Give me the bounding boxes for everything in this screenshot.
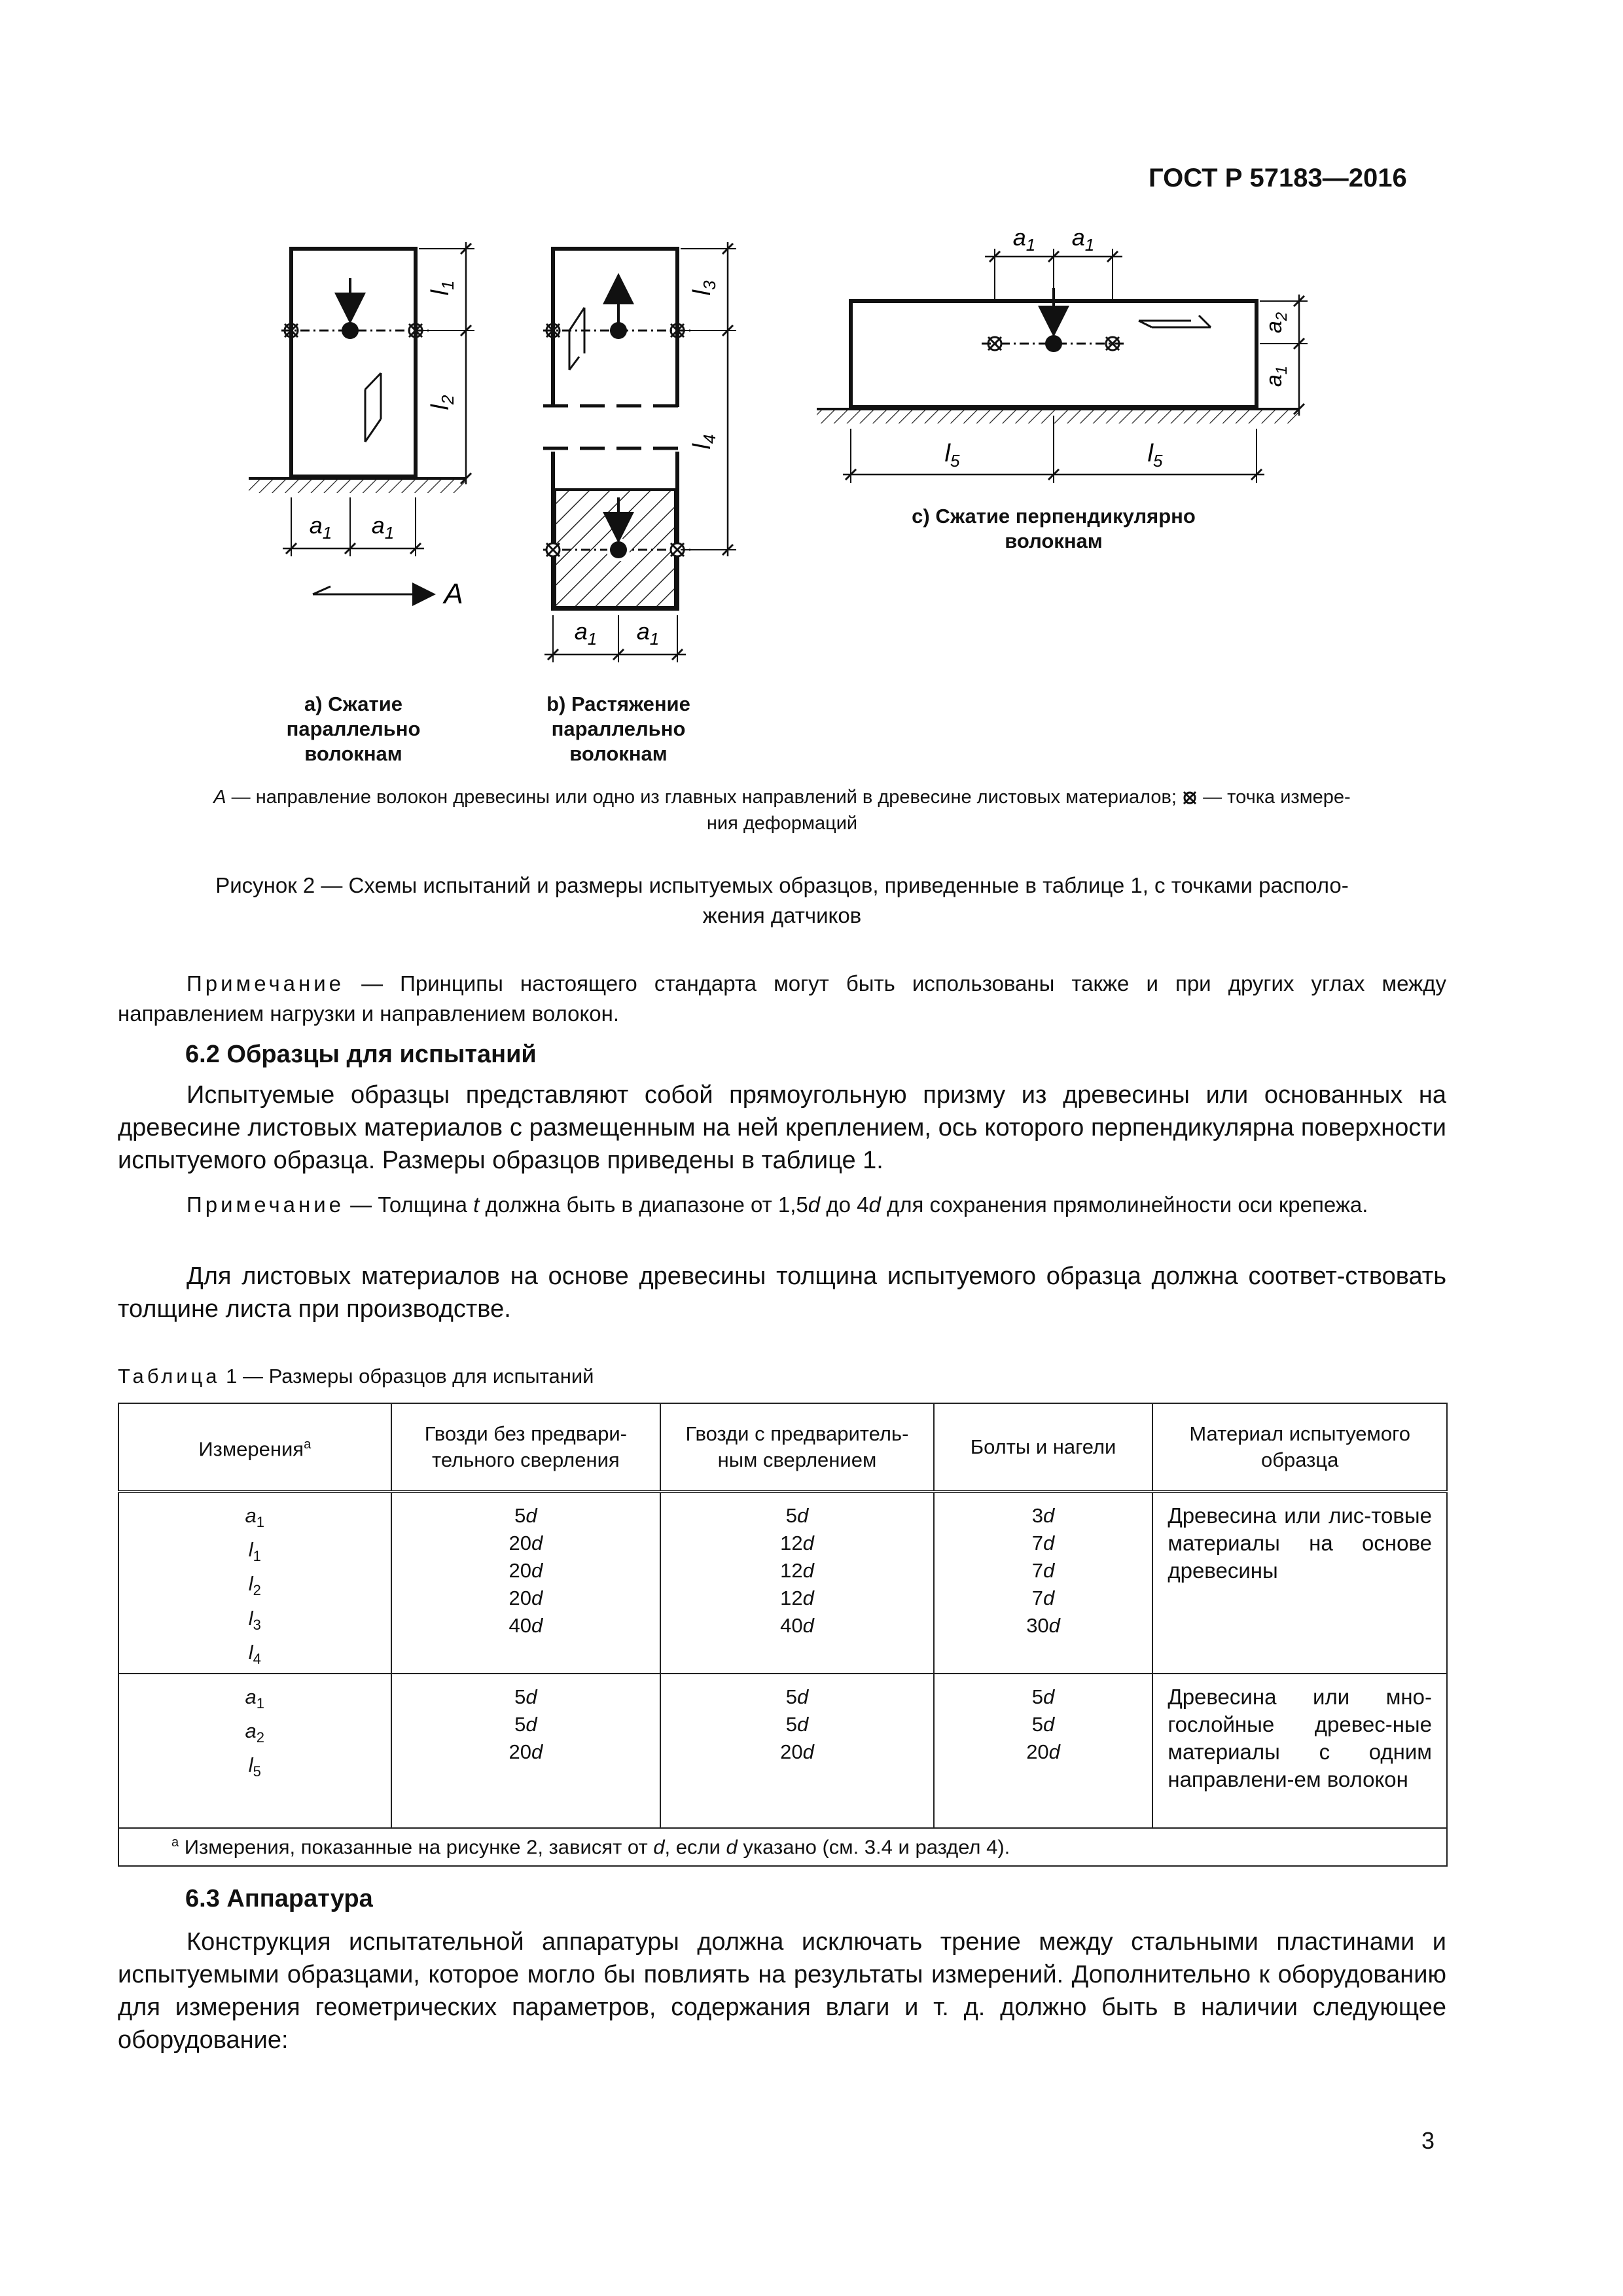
dimension-symbol: $a_1$ — [245, 1685, 265, 1712]
dimension-value: 30d — [1026, 1614, 1060, 1637]
dims-cell — [118, 1492, 391, 1674]
dimension-symbol: $a_2$ — [245, 1719, 265, 1746]
dimension-value: 20d — [780, 1740, 814, 1763]
table-1-caption: Таблица 1 — Размеры образцов для испытаний — [118, 1365, 594, 1388]
note-thickness: Примечание — Толщина t должна быть в диапазоне от 1,5d до 4d для сохранения прямолинейности оси крепежа. — [187, 1193, 1368, 1217]
dimension-value: 5d — [785, 1712, 809, 1736]
sensor-point-icon — [546, 543, 560, 556]
svg-text:A: A — [444, 578, 463, 610]
svg-text:a1: $a_1$ — [574, 618, 597, 649]
svg-text:a1: $a_1$ — [1071, 224, 1095, 255]
grain-direction-arrow-icon — [313, 586, 432, 594]
section-6-2-para1: Испытуемые образцы представляют собой прямоугольную призму из древесины или основанных на древесине листовых материалов с размещенным на ней креплением, ось которого перпендикулярна поверхности испытуемого образца. Размеры образцов приведены в таблице 1. — [118, 1081, 1446, 1174]
table-1-specimen-dimensions — [118, 1403, 1448, 1867]
dimension-value: 20d — [508, 1559, 543, 1582]
svg-text:a1: $a_1$ — [1012, 224, 1036, 255]
dimension-value: 5d — [514, 1685, 537, 1708]
svg-text:l4: $l_4$ — [688, 434, 719, 450]
dimension-value: 12d — [780, 1587, 814, 1609]
note-principles: Примечание — Принципы настоящего стандарта могут быть использованы также и при других углах между направлением нагрузки и направлением волокон. — [118, 971, 1446, 1026]
dimension-value: 5d — [514, 1712, 537, 1736]
header-dimensions: Измерения$^а$ — [118, 1403, 391, 1492]
caption-scheme-a: а) Сжатие параллельно волокнам — [286, 692, 421, 765]
svg-text:l1: $l_1$ — [427, 280, 457, 296]
svg-text:l5: $l_5$ — [944, 440, 960, 471]
dimension-value: 5d — [1031, 1685, 1055, 1708]
dimension-value: 5d — [514, 1504, 537, 1527]
dimension-value: 20d — [508, 1740, 543, 1763]
nails-no-predrill-cell — [391, 1674, 661, 1828]
dimension-value: 3d — [1031, 1504, 1055, 1527]
dimension-symbol: $l_4$ — [248, 1640, 261, 1667]
dimension-value: 5d — [1031, 1712, 1055, 1736]
figure-2-schemes — [0, 0, 1623, 818]
figure-legend: А — направление волокон древесины или одно из главных направлений в древесине листовых материалов; — точка измере- ния деформаций — [213, 787, 1351, 834]
section-6-2-para2: Для листовых материалов на основе древесины толщина испытуемого образца должна соответ-ствовать толщине листа при производстве. — [118, 1263, 1446, 1323]
dimension-value: 40d — [508, 1614, 543, 1637]
document-id-header: ГОСТ Р 57183—2016 — [1149, 164, 1407, 192]
table-footnote-row — [118, 1828, 1447, 1866]
header-nails-no-predrill: Гвозди без предвари- тельного сверления — [391, 1403, 661, 1492]
nails-predrill-cell — [660, 1674, 934, 1828]
scheme-b-tension-parallel — [543, 242, 736, 662]
section-6-3-heading: 6.3 Аппаратура — [185, 1885, 373, 1912]
table-row — [118, 1674, 1447, 1828]
svg-text:a1: $a_1$ — [309, 512, 332, 543]
svg-text:l5: $l_5$ — [1147, 440, 1163, 471]
dimension-symbol: $l_2$ — [248, 1572, 261, 1599]
table-footnote: $^а$ Измерения, показанные на рисунке 2, зависят от d, если d указано (см. 3.4 и раздел 4). — [118, 1828, 1447, 1866]
header-nails-predrill: Гвозди с предваритель- ным сверлением — [660, 1403, 934, 1492]
section-6-2-heading: 6.2 Образцы для испытаний — [185, 1041, 537, 1068]
dimension-value: 12d — [780, 1532, 814, 1554]
svg-text:a2: $a_2$ — [1262, 312, 1291, 334]
dimension-symbol: $l_5$ — [248, 1753, 261, 1780]
caption-scheme-b: b) Растяжение параллельно волокнам — [546, 692, 690, 765]
bolts-cell — [934, 1674, 1153, 1828]
page-number: 3 — [1421, 2127, 1435, 2154]
dims-cell — [118, 1674, 391, 1828]
header-bolts: Болты и нагели — [934, 1403, 1153, 1492]
sensor-point-icon — [1182, 787, 1198, 802]
scheme-a-compression-parallel — [249, 242, 474, 610]
table-row — [118, 1492, 1447, 1674]
dimension-value: 12d — [780, 1559, 814, 1582]
dimension-value: 7d — [1031, 1532, 1055, 1554]
dimension-symbol: $a_1$ — [245, 1504, 265, 1531]
svg-text:a1: $a_1$ — [371, 512, 395, 543]
dimension-value: 5d — [785, 1685, 809, 1708]
dimension-value: 20d — [508, 1532, 543, 1554]
svg-text:l3: $l_3$ — [688, 280, 719, 296]
dimension-symbol: $l_3$ — [248, 1606, 261, 1633]
nails-predrill-cell — [660, 1492, 934, 1674]
dimension-value: 20d — [508, 1587, 543, 1609]
nails-no-predrill-cell — [391, 1492, 661, 1674]
dimension-value: 7d — [1031, 1559, 1055, 1582]
material-cell: Древесина или мно-гослойные древес-ные материалы с одним направлени-ем волокон — [1152, 1674, 1447, 1828]
header-material: Материал испытуемого образца — [1152, 1403, 1447, 1492]
figure-caption: Рисунок 2 — Схемы испытаний и размеры испытуемых образцов, приведенные в таблице 1, с точками располо- жения датчиков — [215, 873, 1349, 927]
scheme-c-compression-perpendicular — [817, 224, 1308, 483]
section-6-3-para: Конструкция испытательной аппаратуры должна исключать трение между стальными пластинами и испытуемыми образцами, которое могло бы повлиять на результаты измерений. Дополнительно к оборудованию для измерения геометрических параметров, содержания влаги и т. д. должно быть в наличии следующее оборудование: — [118, 1928, 1446, 2054]
dimension-value: 5d — [785, 1504, 809, 1527]
svg-text:l2: $l_2$ — [427, 395, 457, 410]
caption-scheme-c: с) Сжатие перпендикулярно волокнам — [912, 505, 1196, 552]
dimension-value: 40d — [780, 1614, 814, 1637]
dimension-value: 7d — [1031, 1587, 1055, 1609]
dimension-symbol: $l_1$ — [248, 1538, 261, 1565]
dimension-value: 20d — [1026, 1740, 1060, 1763]
svg-text:a1: $a_1$ — [636, 618, 660, 649]
table-header-row — [118, 1403, 1447, 1492]
bolts-cell — [934, 1492, 1153, 1674]
svg-text:a1: $a_1$ — [1262, 365, 1291, 387]
material-cell: Древесина или лис-товые материалы на основе древесины — [1152, 1492, 1447, 1674]
